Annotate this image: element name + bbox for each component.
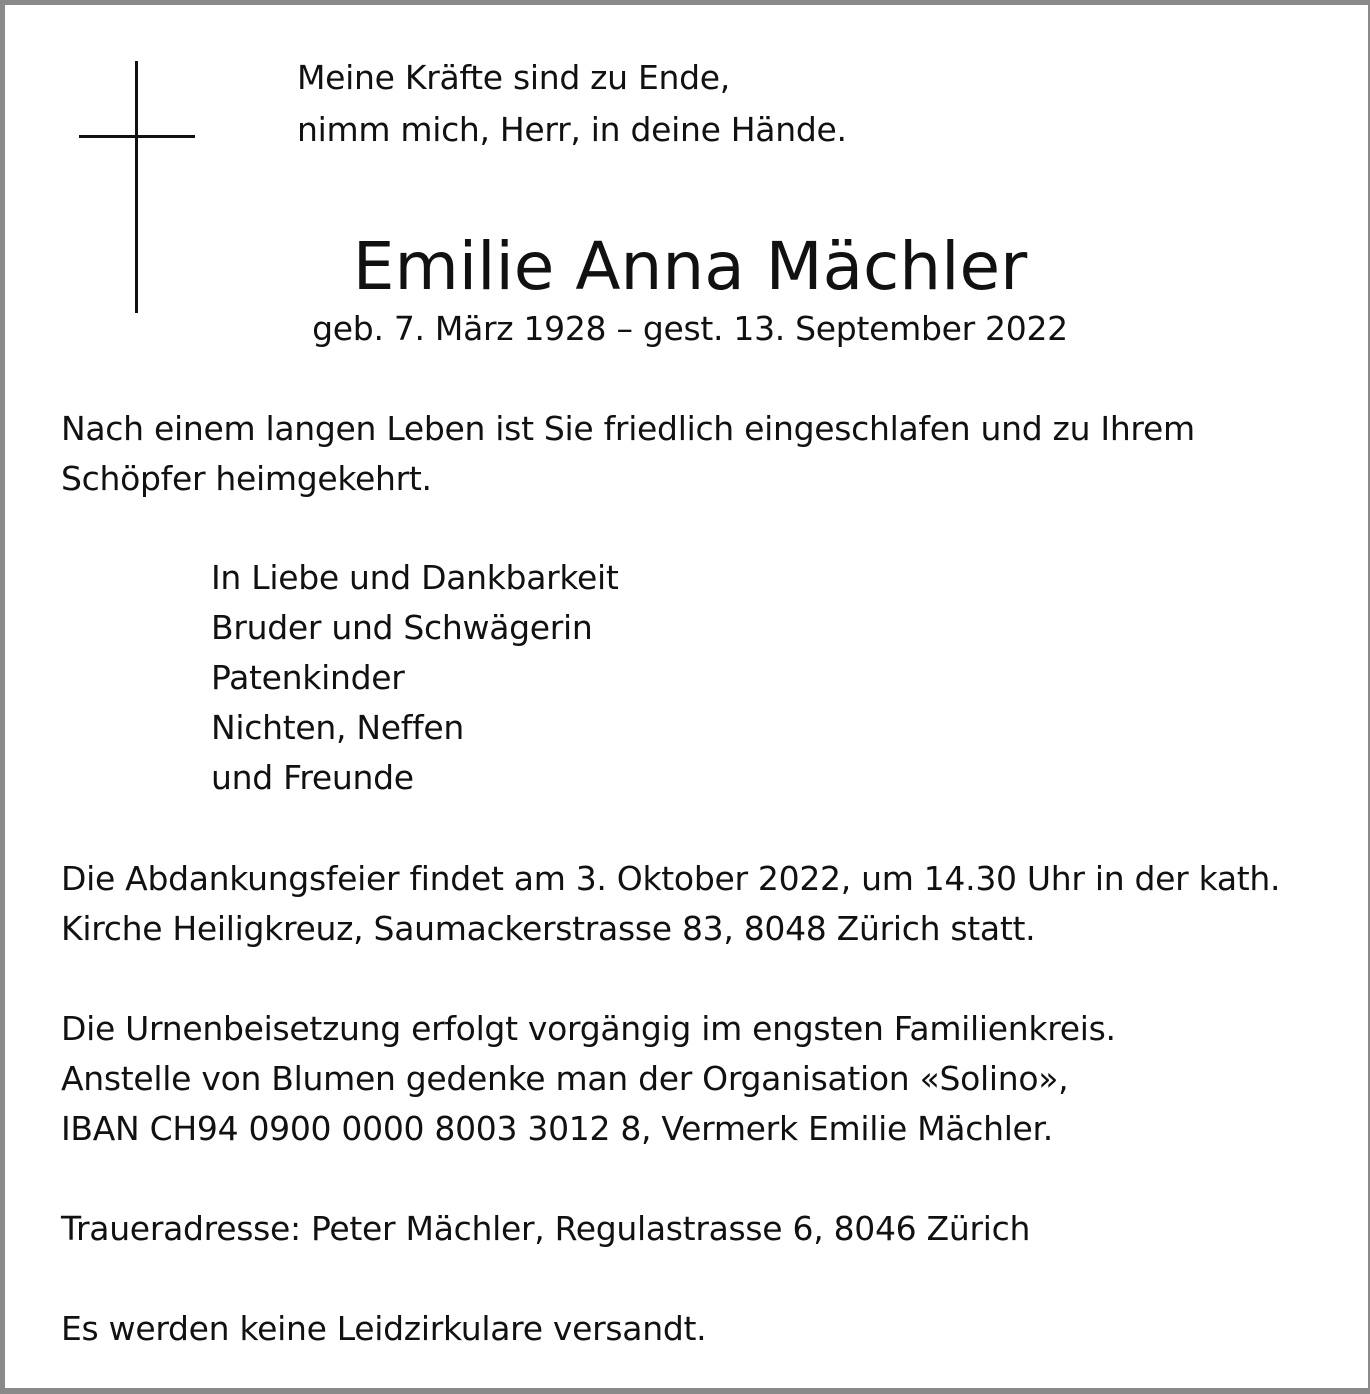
mourner-line: Bruder und Schwägerin bbox=[211, 608, 593, 647]
mourner-line: Patenkinder bbox=[211, 658, 405, 697]
mourning-address: Traueradresse: Peter Mächler, Regulastrasse 6, 8046 Zürich bbox=[61, 1209, 1031, 1248]
cross-horizontal-bar bbox=[79, 135, 195, 138]
verse-line-1: Meine Kräfte sind zu Ende, bbox=[297, 58, 730, 97]
burial-line-1: Die Urnenbeisetzung erfolgt vorgängig im engsten Familienkreis. bbox=[61, 1009, 1116, 1048]
verse-line-2: nimm mich, Herr, in deine Hände. bbox=[297, 110, 847, 149]
mourner-line: Nichten, Neffen bbox=[211, 708, 464, 747]
burial-line-2: Anstelle von Blumen gedenke man der Organisation «Solino», bbox=[61, 1059, 1069, 1098]
ceremony-line-1: Die Abdankungsfeier findet am 3. Oktober 2022, um 14.30 Uhr in der kath. bbox=[61, 859, 1281, 898]
deceased-name: Emilie Anna Mächler bbox=[352, 228, 1028, 305]
closing-note: Es werden keine Leidzirkulare versandt. bbox=[61, 1309, 707, 1348]
mourner-line: In Liebe und Dankbarkeit bbox=[211, 558, 619, 597]
ceremony-line-2: Kirche Heiligkreuz, Saumackerstrasse 83, 8048 Zürich statt. bbox=[61, 909, 1036, 948]
burial-line-3: IBAN CH94 0900 0000 8003 3012 8, Vermerk Emilie Mächler. bbox=[61, 1109, 1053, 1148]
intro-line-1: Nach einem langen Leben ist Sie friedlich eingeschlafen und zu Ihrem bbox=[61, 409, 1195, 448]
life-dates: geb. 7. März 1928 – gest. 13. September 2022 bbox=[312, 309, 1068, 348]
intro-line-2: Schöpfer heimgekehrt. bbox=[61, 459, 432, 498]
mourner-line: und Freunde bbox=[211, 758, 414, 797]
